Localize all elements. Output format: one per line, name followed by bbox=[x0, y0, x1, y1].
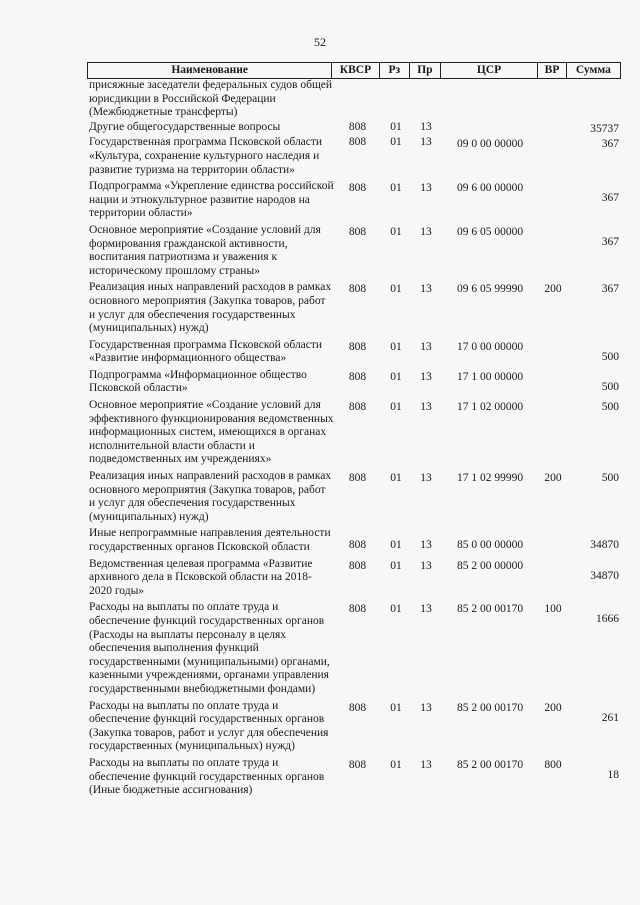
row-kvsr: 808 bbox=[348, 225, 367, 238]
table-row bbox=[87, 369, 621, 396]
row-vr bbox=[539, 399, 567, 467]
row-sum: 34870 bbox=[590, 569, 619, 582]
row-csr: 17 1 00 00000 bbox=[456, 370, 524, 383]
row-csr bbox=[441, 121, 539, 137]
header-vr: ВР bbox=[538, 63, 567, 78]
row-name: Иные непрограммные направления деятельности государственных органов Псковской области bbox=[89, 527, 331, 553]
row-rz: 01 bbox=[390, 120, 402, 133]
table-row bbox=[87, 339, 621, 366]
row-rz: 01 bbox=[390, 701, 402, 714]
table-row bbox=[87, 79, 621, 120]
row-csr: 85 2 00 00000 bbox=[456, 559, 524, 572]
row-kvsr: 808 bbox=[348, 136, 367, 149]
row-kvsr: 808 bbox=[348, 758, 367, 771]
row-name: Другие общегосударственные вопросы bbox=[89, 120, 281, 133]
row-sum: 500 bbox=[601, 350, 619, 363]
row-pr: 13 bbox=[420, 539, 432, 552]
row-kvsr: 808 bbox=[348, 701, 367, 714]
row-kvsr: 808 bbox=[348, 182, 367, 195]
row-sum: 367 bbox=[601, 235, 619, 248]
row-kvsr: 808 bbox=[348, 559, 367, 572]
row-kvsr: 808 bbox=[348, 120, 367, 133]
row-vr: 200 bbox=[544, 472, 562, 485]
row-pr bbox=[411, 79, 441, 120]
row-vr bbox=[539, 339, 567, 366]
table-row bbox=[87, 757, 621, 798]
row-rz: 01 bbox=[390, 340, 402, 353]
row-sum: 34870 bbox=[590, 539, 619, 552]
row-pr: 13 bbox=[420, 283, 432, 296]
row-vr: 100 bbox=[544, 603, 562, 616]
table-header bbox=[87, 62, 621, 79]
row-vr: 800 bbox=[544, 758, 562, 771]
row-sum bbox=[567, 79, 621, 120]
table-row bbox=[87, 470, 621, 524]
row-vr bbox=[539, 136, 567, 177]
budget-table bbox=[87, 62, 621, 798]
row-sum: 18 bbox=[607, 768, 619, 781]
table-row bbox=[87, 121, 621, 137]
table-row bbox=[87, 527, 621, 554]
row-name: Основное мероприятие «Создание условий для эффективного функционирования ведомственных информационных систем, имеющихся в органах исполнительной власти области и подведомственных им учреждениях» bbox=[89, 399, 334, 466]
row-name: Подпрограмма «Укрепление единства российской нации и этнокультурное развитие народов на территории области» bbox=[89, 180, 334, 220]
row-csr: 09 6 05 00000 bbox=[456, 225, 524, 238]
row-vr bbox=[539, 121, 567, 137]
row-kvsr: 808 bbox=[348, 401, 367, 414]
row-pr: 13 bbox=[420, 370, 432, 383]
row-csr: 85 2 00 00170 bbox=[456, 603, 524, 616]
row-sum: 1666 bbox=[596, 613, 619, 626]
row-name: Расходы на выплаты по оплате труда и обеспечение функций государственных органов (Иные бюджетные ассигнования) bbox=[89, 756, 325, 797]
row-pr: 13 bbox=[420, 136, 432, 149]
row-pr: 13 bbox=[420, 225, 432, 238]
row-pr: 13 bbox=[420, 472, 432, 485]
table-row bbox=[87, 281, 621, 335]
table-row bbox=[87, 180, 621, 221]
row-rz: 01 bbox=[390, 283, 402, 296]
table-row bbox=[87, 601, 621, 696]
row-vr bbox=[539, 180, 567, 221]
table-row bbox=[87, 700, 621, 754]
row-kvsr: 808 bbox=[348, 370, 367, 383]
row-kvsr: 808 bbox=[348, 340, 367, 353]
row-csr: 09 6 00 00000 bbox=[456, 182, 524, 195]
header-rz: Рз bbox=[380, 63, 411, 78]
row-sum: 367 bbox=[601, 192, 619, 205]
row-pr: 13 bbox=[420, 401, 432, 414]
row-sum: 500 bbox=[601, 380, 619, 393]
row-name: присяжные заседатели федеральных судов общей юрисдикции в Российской Федерации (Межбюджетные трансферты) bbox=[89, 79, 333, 119]
row-kvsr: 808 bbox=[348, 603, 367, 616]
row-name: Расходы на выплаты по оплате труда и обеспечение функций государственных органов (Закупка товаров, работ и услуг для обеспечения государственных (муниципальных) нужд) bbox=[89, 699, 329, 753]
row-csr: 09 0 00 00000 bbox=[456, 138, 524, 151]
row-vr bbox=[539, 79, 567, 120]
row-sum: 500 bbox=[601, 401, 619, 414]
row-pr: 13 bbox=[420, 701, 432, 714]
row-pr: 13 bbox=[420, 340, 432, 353]
row-rz: 01 bbox=[390, 559, 402, 572]
row-csr: 17 1 02 00000 bbox=[456, 401, 524, 414]
row-sum: 500 bbox=[601, 472, 619, 485]
row-vr bbox=[539, 527, 567, 554]
row-rz: 01 bbox=[390, 136, 402, 149]
row-csr: 17 1 02 99990 bbox=[456, 472, 524, 485]
header-sum: Сумма bbox=[575, 64, 611, 76]
row-kvsr: 808 bbox=[348, 539, 367, 552]
row-kvsr: 808 bbox=[348, 283, 367, 296]
page-number: 52 bbox=[314, 35, 326, 49]
table-row bbox=[87, 399, 621, 467]
row-sum: 35737 bbox=[590, 122, 619, 135]
row-sum: 367 bbox=[601, 138, 619, 151]
row-pr: 13 bbox=[420, 758, 432, 771]
row-rz bbox=[381, 79, 411, 120]
row-pr: 13 bbox=[420, 603, 432, 616]
row-vr: 200 bbox=[544, 283, 562, 296]
row-pr: 13 bbox=[420, 182, 432, 195]
row-rz: 01 bbox=[390, 603, 402, 616]
row-sum: 261 bbox=[601, 711, 619, 724]
row-rz: 01 bbox=[390, 472, 402, 485]
row-vr bbox=[539, 369, 567, 396]
header-name: Наименование bbox=[88, 63, 332, 78]
row-name: Реализация иных направлений расходов в рамках основного мероприятия (Закупка товаров, работ и услуг для обеспечения государственных (муниципальных) нужд) bbox=[89, 470, 332, 523]
row-rz: 01 bbox=[390, 539, 402, 552]
row-rz: 01 bbox=[390, 182, 402, 195]
row-csr: 85 2 00 00170 bbox=[456, 701, 524, 714]
row-rz: 01 bbox=[390, 370, 402, 383]
row-name: Подпрограмма «Информационное общество Псковской области» bbox=[89, 368, 307, 395]
row-pr: 13 bbox=[420, 120, 432, 133]
row-name: Государственная программа Псковской области «Культура, сохранение культурного наследия и развитие туризма на территории области» bbox=[89, 136, 323, 176]
row-name: Реализация иных направлений расходов в рамках основного мероприятия (Закупка товаров, работ и услуг для обеспечения государственных (муниципальных) нужд) bbox=[89, 281, 332, 335]
row-kvsr bbox=[334, 79, 381, 120]
row-rz: 01 bbox=[390, 401, 402, 414]
row-csr bbox=[441, 79, 539, 120]
table-body bbox=[87, 79, 621, 798]
header-pr: Пр bbox=[410, 63, 441, 78]
row-name: Государственная программа Псковской области «Развитие информационного общества» bbox=[89, 338, 323, 365]
header-csr: ЦСР bbox=[441, 63, 539, 78]
row-rz: 01 bbox=[390, 758, 402, 771]
row-kvsr: 808 bbox=[348, 472, 367, 485]
row-csr: 85 0 00 00000 bbox=[456, 539, 524, 552]
header-kvsr: КВСР bbox=[332, 63, 379, 78]
row-vr: 200 bbox=[544, 701, 562, 714]
row-csr: 85 2 00 00170 bbox=[456, 758, 524, 771]
row-vr bbox=[539, 224, 567, 278]
row-vr bbox=[539, 558, 567, 599]
row-csr: 17 0 00 00000 bbox=[456, 340, 524, 353]
row-name: Основное мероприятие «Создание условий для формирования гражданской активности, воспитания патриотизма и уважения к историческому прошлому страны» bbox=[89, 223, 321, 277]
row-rz: 01 bbox=[390, 225, 402, 238]
row-csr: 09 6 05 99990 bbox=[456, 283, 524, 296]
table-row bbox=[87, 558, 621, 599]
row-name: Расходы на выплаты по оплате труда и обеспечение функций государственных органов (Расходы на выплаты персоналу в целях обеспечения выполнения функций государственными (муниципальными) органами, казенными учреждениями, органами управления государственными внебюджетными фондами) bbox=[89, 601, 330, 695]
table-row bbox=[87, 224, 621, 278]
table-row bbox=[87, 136, 621, 177]
row-name: Ведомственная целевая программа «Развитие архивного дела в Псковской области на 2018-2020 годы» bbox=[89, 557, 313, 597]
row-pr: 13 bbox=[420, 559, 432, 572]
row-sum: 367 bbox=[601, 283, 619, 296]
